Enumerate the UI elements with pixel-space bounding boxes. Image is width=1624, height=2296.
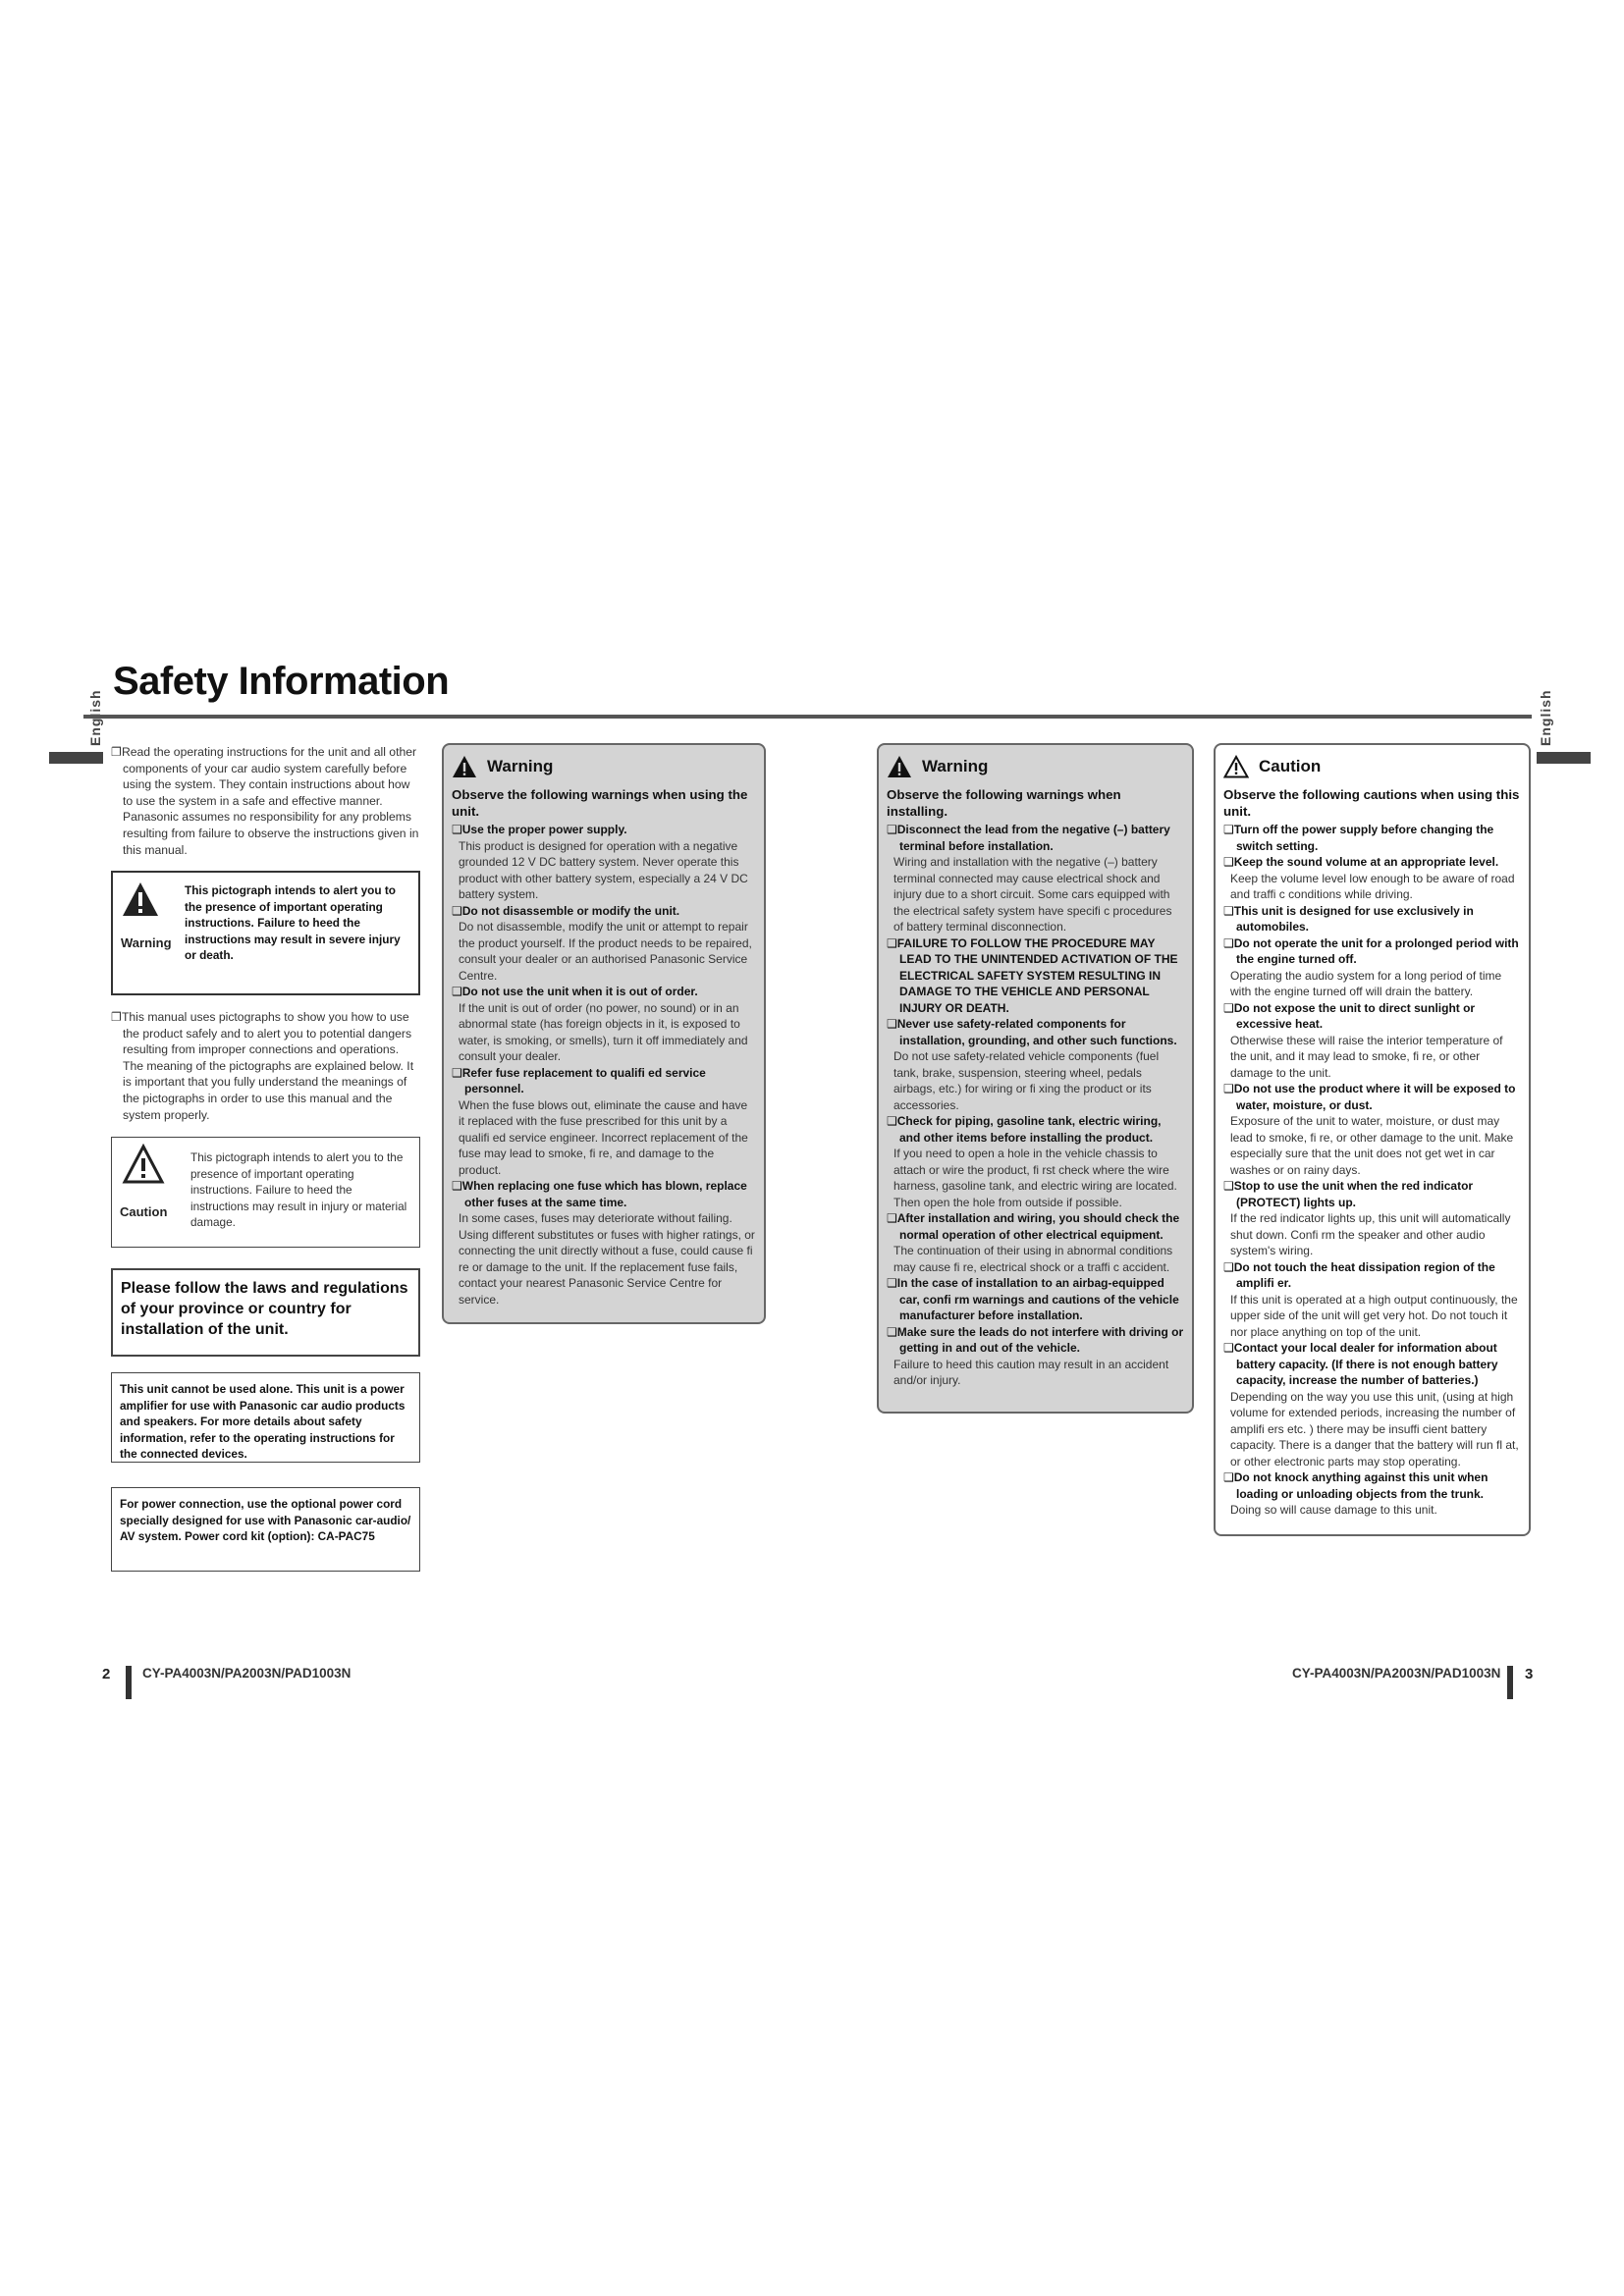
- language-tab-right: [1534, 687, 1563, 756]
- item-heading: ❑Do not disassemble or modify the unit.: [452, 903, 680, 918]
- item-heading: ❑Do not operate the unit for a prolonged period with the engine turned off.: [1223, 935, 1519, 966]
- item-heading: ❑Do not expose the unit to direct sunlight or excessive heat.: [1223, 1000, 1476, 1031]
- side-bar-right: [1537, 752, 1591, 764]
- item-body: Keep the volume level low enough to be aware of road and traffi c conditions while driving.: [1230, 871, 1515, 901]
- power-cord-text: For power connection, use the optional power cord specially designed for use with Panasonic car-audio/ AV system. Power cord kit (option): CA-PAC75: [120, 1497, 411, 1543]
- checkbox-bullet-icon: ❑: [1223, 855, 1234, 869]
- item-body: Do not use safety-related vehicle components (fuel tank, brake, suspension, steering wheel, pedals airbags, etc.) for wiring or fi xing the product or its accessories.: [893, 1049, 1160, 1112]
- caution-box-label: Caution: [120, 1204, 168, 1219]
- panel-heading-text: Caution: [1259, 757, 1322, 775]
- footer-bar-right: [1507, 1666, 1513, 1699]
- item-heading: ❑Do not touch the heat dissipation region of the amplifi er.: [1223, 1259, 1495, 1290]
- item-heading: ❑Do not use the product where it will be exposed to water, moisture, or dust.: [1223, 1082, 1516, 1112]
- item-body: Failure to heed this caution may result in an accident and/or injury.: [893, 1357, 1169, 1387]
- item-body: If the unit is out of order (no power, no sound) or in an abnormal state (has foreign objects in it, is exposed to water, is smoking, or smells), turn it off immediately and consult your dealer.: [459, 1000, 748, 1063]
- item-body: Exposure of the unit to water, moisture, or dust may lead to smoke, fi re, or other damage to the unit. Make especially sure that the unit does not get wet in car washes or on rainy days.: [1230, 1114, 1514, 1177]
- laws-text: Please follow the laws and regulations of your province or country for installation of the unit.: [121, 1280, 408, 1338]
- item-body: Operating the audio system for a long period of time with the engine turned off will drain the battery.: [1230, 968, 1502, 998]
- checkbox-bullet-icon: ❑: [1223, 935, 1234, 950]
- caution-pictograph-box: [111, 1137, 420, 1248]
- item-body: Do not disassemble, modify the unit or attempt to repair the product yourself. If the product needs to be repaired, consult your dealer or an authorised Panasonic Service Centre.: [459, 920, 752, 983]
- warning-box-text: This pictograph intends to alert you to the presence of important operating instructions. Failure to heed the instructions may result in severe injury or death.: [185, 883, 401, 962]
- checkbox-bullet-icon: ❑: [1223, 823, 1234, 836]
- item-body: In some cases, fuses may deteriorate without failing. Using different substitutes or fuses with higher ratings, or connecting the unit directly without a fuse, could cause fi re or damage to the unit. If the replacement fuse fails, contact your nearest Panasonic Service Centre for service.: [459, 1211, 755, 1307]
- panel-heading-text: Warning: [487, 757, 554, 775]
- item-body: Doing so will cause damage to this unit.: [1230, 1503, 1437, 1517]
- left-column: [111, 744, 420, 858]
- power-cord-box: [111, 1487, 420, 1572]
- checkbox-bullet-icon: ❑: [452, 1065, 462, 1080]
- item-heading: ❑Disconnect the lead from the negative (–) battery terminal before installation.: [887, 823, 1170, 853]
- checkbox-bullet-icon: ❑: [887, 1211, 897, 1225]
- item-body: Depending on the way you use this unit, (using at high volume for extended periods, increasing the number of amplifi ers etc. ) there may be insuffi cient battery capacity. There is a danger that the battery will run fl at, or other electronic parts may stop operating.: [1230, 1389, 1519, 1468]
- checkbox-bullet-icon: ❑: [452, 903, 462, 918]
- item-heading: ❑Do not knock anything against this unit when loading or unloading objects from the trunk.: [1223, 1470, 1489, 1501]
- item-body: When the fuse blows out, eliminate the cause and have it replaced with the fuse prescribed for this unit by a qualifi ed service engineer. Incorrect replacement of the fuse may lead to smoke, fi re, and damage to the product.: [459, 1097, 748, 1177]
- checkbox-bullet-icon: ❑: [887, 935, 897, 950]
- checkbox-bullet-icon: ❑: [1223, 1000, 1234, 1015]
- item-heading: ❑Keep the sound volume at an appropriate level.: [1223, 855, 1499, 869]
- model-number-right: CY-PA4003N/PA2003N/PAD1003N: [1292, 1666, 1501, 1681]
- caution-box-text: This pictograph intends to alert you to the presence of important operating instructions. Failure to heed the instructions may result in injury or material damage.: [190, 1150, 407, 1229]
- checkbox-bullet-icon: ❑: [452, 1179, 462, 1193]
- item-heading: ❑Check for piping, gasoline tank, electric wiring, and other items before installing the product.: [887, 1114, 1162, 1145]
- panel-heading-text: Warning: [922, 757, 989, 775]
- item-heading: ❑Refer fuse replacement to qualifi ed service personnel.: [452, 1065, 706, 1095]
- panel-heading: [1223, 755, 1521, 778]
- panel-intro: Observe the following cautions when using this unit.: [1223, 787, 1520, 819]
- checkbox-bullet-icon: ❑: [887, 1114, 897, 1128]
- language-label-right: English: [1538, 689, 1553, 746]
- checkbox-bullet-icon: ❑: [1223, 1082, 1234, 1095]
- standalone-box: [111, 1372, 420, 1463]
- checkbox-bullet-icon: ❑: [1223, 903, 1234, 918]
- item-heading: ❑Do not use the unit when it is out of order.: [452, 985, 698, 998]
- item-body: Otherwise these will raise the interior temperature of the unit, and it may lead to smoke, fi re, or other damage to the unit.: [1230, 1033, 1503, 1080]
- item-heading: ❑Turn off the power supply before changing the switch setting.: [1223, 823, 1494, 853]
- item-body: If this unit is operated at a high output continuously, the upper side of the unit will get very hot. Do not touch it nor place anything on top of the unit.: [1230, 1292, 1518, 1339]
- warning-filled-icon: [121, 881, 160, 918]
- item-body: The continuation of their using in abnormal conditions may cause fi re, electrical shock or a traffi c accident.: [893, 1244, 1173, 1274]
- panel-heading: [887, 755, 1184, 778]
- item-heading: ❑In the case of installation to an airbag-equipped car, confi rm warnings and cautions of the vehicle manufacturer before installation.: [887, 1276, 1179, 1322]
- warning-triangle-icon: [452, 755, 477, 778]
- checkbox-bullet-icon: ❑: [452, 985, 462, 998]
- item-body: If the red indicator lights up, this unit will automatically shut down. Confi rm the speaker and other audio system's wiring.: [1230, 1211, 1511, 1257]
- checkbox-bullet-icon: ❑: [1223, 1470, 1234, 1484]
- warning-panel-installation: [877, 743, 1194, 1414]
- page-number-right: 3: [1525, 1666, 1534, 1682]
- intro-paragraph: ❐Read the operating instructions for the unit and all other components of your car audio system carefully before using the system. They contain instructions about how to use the system in a safe and effective manner. Panasonic assumes no responsibility for any problems resulting from failure to observe the instructions given in this manual.: [111, 745, 419, 857]
- language-tab-left: [83, 687, 113, 756]
- checkbox-bullet-icon: ❑: [452, 823, 462, 836]
- checkbox-bullet-icon: ❑: [1223, 1179, 1234, 1193]
- warning-box-label: Warning: [121, 935, 172, 950]
- page-title: Safety Information: [113, 660, 450, 703]
- title-rule: [83, 715, 1532, 719]
- standalone-text: This unit cannot be used alone. This unit is a power amplifier for use with Panasonic car audio products and speakers. For more details about safety information, refer to the operating instructions for the connected devices.: [120, 1382, 406, 1461]
- panel-intro: Observe the following warnings when using the unit.: [452, 787, 748, 819]
- item-heading: ❑When replacing one fuse which has blown, replace other fuses at the same time.: [452, 1179, 747, 1209]
- page-number-left: 2: [102, 1666, 111, 1682]
- item-body: If you need to open a hole in the vehicle chassis to attach or wire the product, fi rst check where the wire harness, gasoline tank, and electric wiring are located. Then open the hole from outside if possible.: [893, 1147, 1177, 1209]
- checkbox-bullet-icon: ❑: [1223, 1259, 1234, 1274]
- checkbox-bullet-icon: ❑: [887, 823, 897, 836]
- item-heading: ❑FAILURE TO FOLLOW THE PROCEDURE MAY LEAD TO THE UNINTENDED ACTIVATION OF THE ELECTRICAL SAFETY SYSTEM RESULTING IN DAMAGE TO THE VEHICLE AND PERSONAL INJURY OR DEATH.: [887, 935, 1178, 1015]
- side-bar-left: [49, 752, 103, 764]
- item-body: Wiring and installation with the negative (–) battery terminal connected may cause electrical shock and injury due to a short circuit. Some cars equipped with the electrical safety system have specifi c procedures of battery terminal disconnection.: [893, 855, 1172, 934]
- footer-bar-left: [126, 1666, 132, 1699]
- item-heading: ❑This unit is designed for use exclusively in automobiles.: [1223, 903, 1474, 934]
- model-number-left: CY-PA4003N/PA2003N/PAD1003N: [142, 1666, 352, 1681]
- caution-outline-icon: [122, 1144, 165, 1185]
- item-heading: ❑Never use safety-related components for installation, grounding, and other such functions.: [887, 1017, 1177, 1047]
- checkbox-bullet-icon: ❑: [1223, 1341, 1234, 1355]
- caution-triangle-icon: [1223, 755, 1249, 778]
- panel-intro: Observe the following warnings when installing.: [887, 787, 1121, 819]
- laws-box: [111, 1268, 420, 1357]
- checkbox-bullet-icon: ❑: [887, 1324, 897, 1339]
- checkbox-bullet-icon: ❑: [887, 1276, 897, 1290]
- item-heading: ❑After installation and wiring, you should check the normal operation of other electrical equipment.: [887, 1211, 1180, 1242]
- warning-triangle-icon: [887, 755, 912, 778]
- item-heading: ❑Use the proper power supply.: [452, 823, 627, 836]
- pictograph-note: ❐This manual uses pictographs to show you how to use the product safely and to alert you to potential dangers resulting from improper connections and operations. The meaning of the pictographs are explained below. It is important that you fully understand the meanings of the pictographs in order to use this manual and the system properly.: [111, 1010, 414, 1122]
- item-body: This product is designed for operation with a negative grounded 12 V DC battery system. Never operate this product with other battery system, especially a 24 V DC battery system.: [459, 838, 748, 901]
- checkbox-bullet-icon: ❑: [887, 1017, 897, 1031]
- warning-panel-usage: [442, 743, 766, 1324]
- item-heading: ❑Contact your local dealer for information about battery capacity. (If there is not enough battery capacity, increase the number of batteries.): [1223, 1341, 1498, 1387]
- item-heading: ❑Make sure the leads do not interfere with driving or getting in and out of the vehicle.: [887, 1324, 1184, 1355]
- panel-heading: [452, 755, 756, 778]
- caution-panel-usage: [1214, 743, 1531, 1536]
- item-heading: ❑Stop to use the unit when the red indicator (PROTECT) lights up.: [1223, 1179, 1474, 1209]
- warning-pictograph-box: [111, 871, 420, 995]
